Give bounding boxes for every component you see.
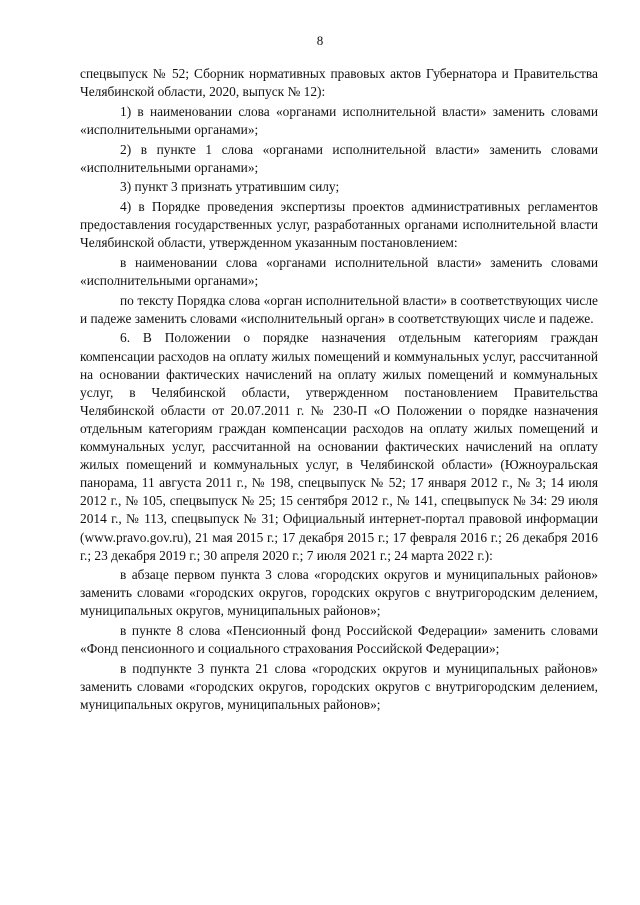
paragraph: в пункте 8 слова «Пенсионный фонд Российской Федерации» заменить словами «Фонд пенсионного и социального страхования Российской Федерации»; — [80, 623, 598, 657]
paragraph: 1) в наименовании слова «органами исполнительной власти» заменить словами «исполнительными органами»; — [80, 103, 598, 137]
paragraph: 4) в Порядке проведения экспертизы проектов административных регламентов предоставления государственных услуг, разработанных органами исполнительной власти Челябинской области, утвержденном указанным постановлением: — [80, 199, 598, 251]
paragraph: 3) пункт 3 признать утратившим силу; — [120, 179, 340, 195]
paragraph: 2) в пункте 1 слова «органами исполнительной власти» заменить словами «исполнительными органами»; — [80, 141, 598, 175]
paragraph: в наименовании слова «органами исполнительной власти» заменить словами «исполнительными органами»; — [80, 254, 598, 288]
document-body — [80, 65, 598, 716]
paragraph: спецвыпуск № 52; Сборник нормативных правовых актов Губернатора и Правительства Челябинской области, 2020, выпуск № 12): — [80, 66, 598, 100]
paragraph: 6. В Положении о порядке назначения отдельным категориям граждан компенсации расходов на оплату жилых помещений и коммунальных услуг, рассчитанной на основании фактических начислений на оплату жилых помещений и коммунальных услуг, в Челябинской области, утвержденном постановлением Правительства Челябинской области от 20.07.2011 г. № 230-П «О Положении о порядке назначения отдельным категориям граждан компенсации расходов на оплату жилых помещений и коммунальных услуг, рассчитанной на основании фактических начислений на оплату жилых помещений и коммунальных услуг, в Челябинской области» (Южноуральская панорама, 11 августа 2011 г., № 198, спецвыпуск № 52; 17 января 2012 г., № 3; 14 июля 2012 г., № 105, спецвыпуск № 25; 15 сентября 2012 г., № 141, спецвыпуск № 34: 29 июля 2014 г., № 113, спецвыпуск № 31; Официальный интернет-портал правовой информации (www.pravo.gov.ru), 21 мая 2015 г.; 17 декабря 2015 г.; 17 февраля 2016 г.; 26 декабря 2016 г.; 23 декабря 2019 г.; 30 апреля 2020 г.; 7 июля 2021 г.; 24 марта 2022 г.): — [80, 330, 598, 563]
page-number: 8 — [316, 33, 324, 48]
paragraph: в абзаце первом пункта 3 слова «городских округов и муниципальных районов» заменить словами «городских округов, городских округов с внутригородским делением, муниципальных округов, муниципальных районов»; — [80, 567, 598, 619]
paragraph: в подпункте 3 пункта 21 слова «городских округов и муниципальных районов» заменить словами «городских округов, городских округов с внутригородским делением, муниципальных округов, муниципальных районов»; — [80, 660, 598, 713]
paragraph: по тексту Порядка слова «орган исполнительной власти» в соответствующих числе и падеже заменить словами «исполнительный орган» в соответствующих числе и падеже. — [80, 292, 598, 326]
